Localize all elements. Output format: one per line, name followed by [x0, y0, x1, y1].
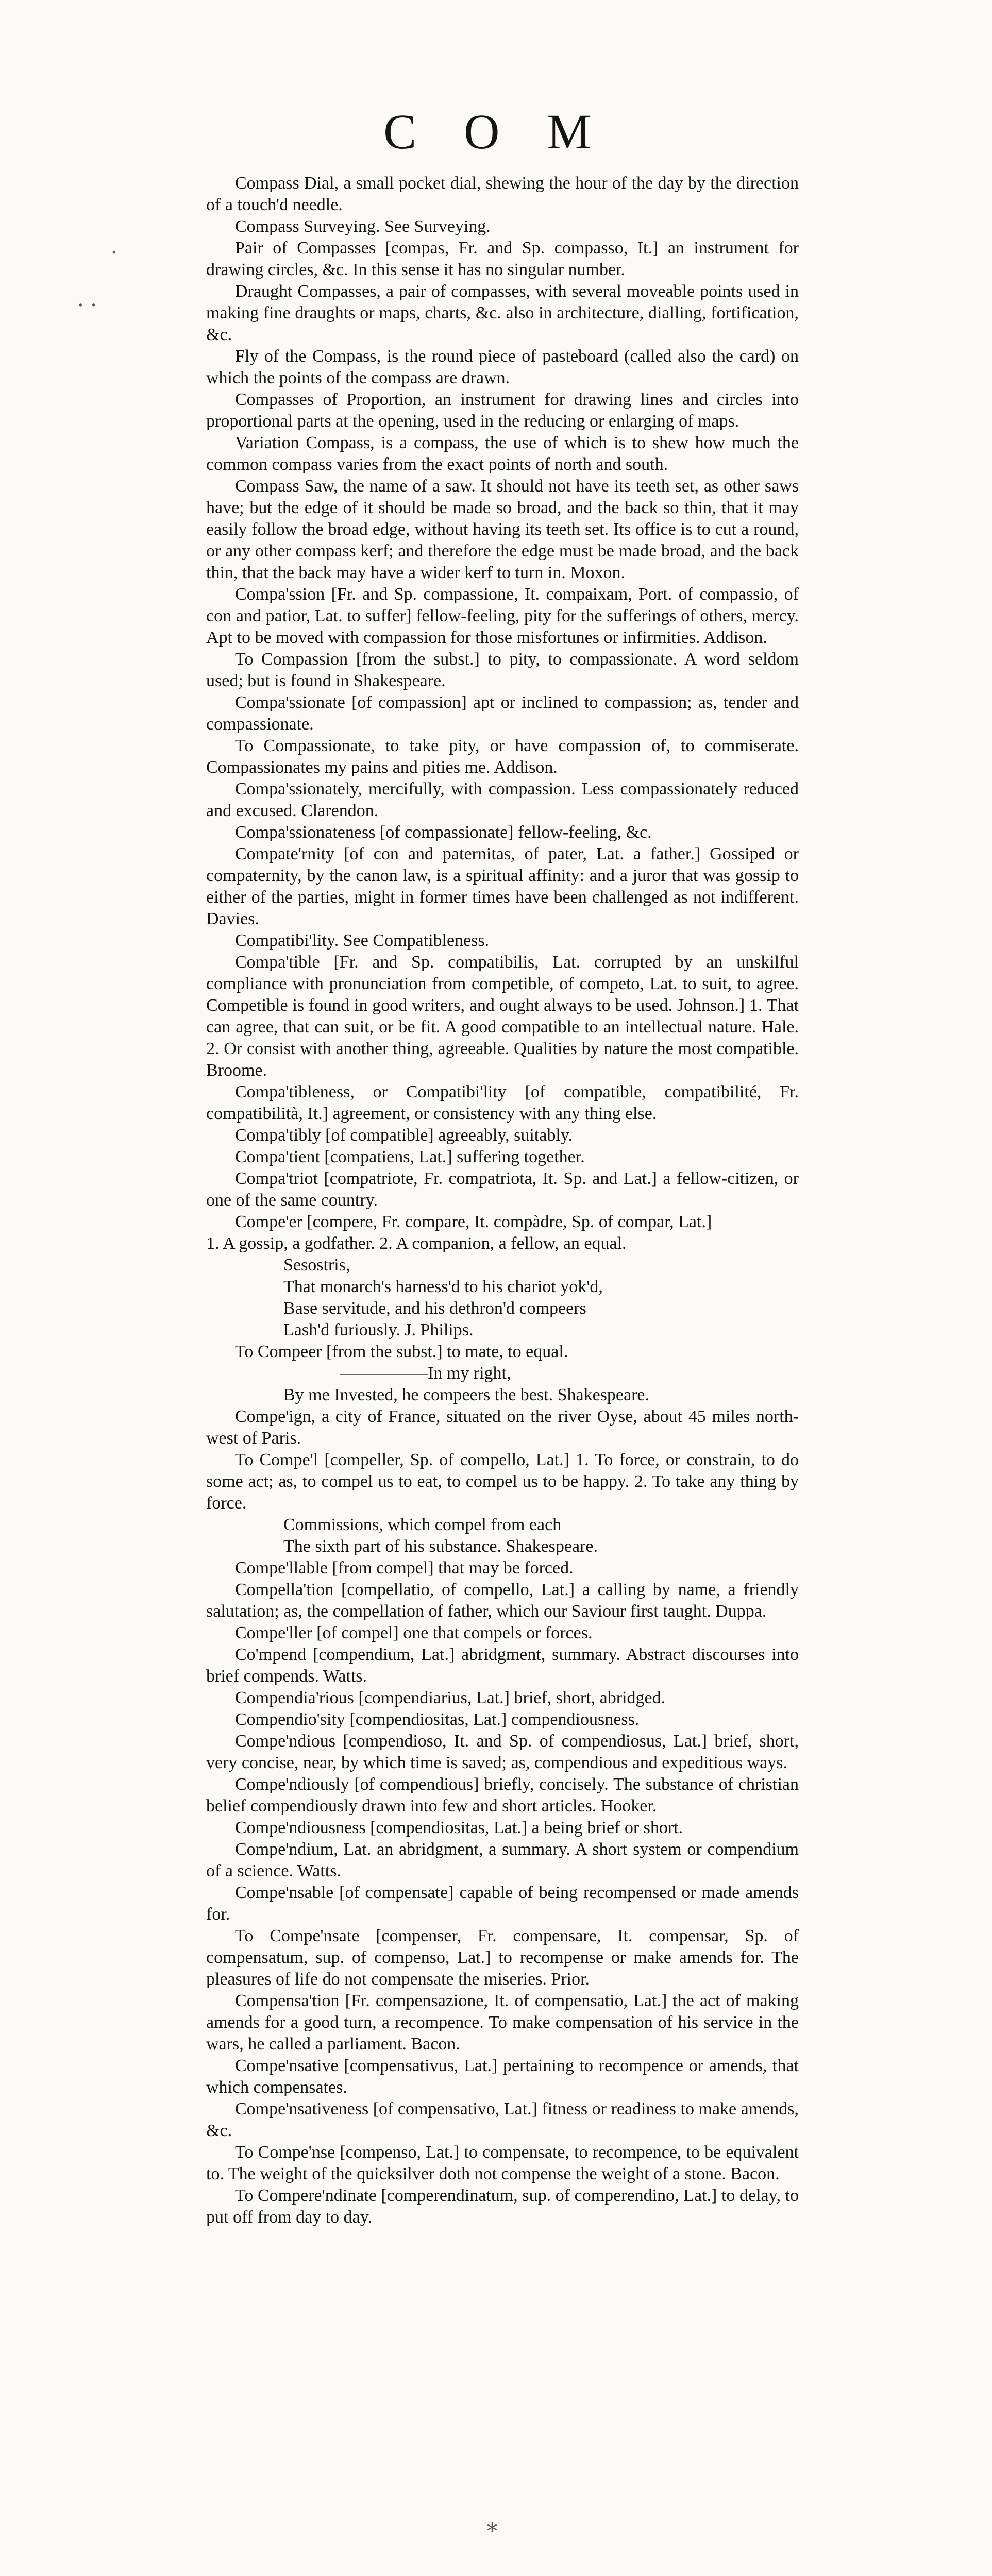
page-header: C O M [383, 104, 609, 159]
verse-line: Commissions, which compel from each [283, 1515, 562, 1534]
margin-mark: * [487, 2519, 497, 2543]
entry: Pair of Compasses [compas, Fr. and Sp. compasso, It.] an instrument for drawing circles, &c. In this sense it has no singular number. [206, 239, 799, 279]
verse-line: By me Invested, he compeers the best. Shakespeare. [283, 1385, 649, 1404]
entry: Co'mpend [compendium, Lat.] abridgment, summary. Abstract discourses into brief compends. Watts. [206, 1645, 799, 1686]
entry: Compe'ller [of compel] one that compels or forces. [235, 1623, 593, 1642]
entry: To Compassionate, to take pity, or have compassion of, to commiserate. Compassionates my pains and pities me. Addison. [206, 736, 799, 777]
verse-line: —————In my right, [340, 1364, 511, 1383]
entry: To Compassion [from the subst.] to pity, to compassionate. A word seldom used; but is found in Shakespeare. [206, 650, 799, 690]
margin-mark: · · [77, 294, 97, 317]
entry: To Compe'nse [compenso, Lat.] to compensate, to recompence, to be equivalent to. The weight of the quicksilver doth not compense the weight of a stone. Bacon. [206, 2143, 799, 2183]
entry: Compendia'rious [compendiarius, Lat.] brief, short, abridged. [235, 1688, 666, 1707]
entry: Compe'er [compere, Fr. compare, It. compàdre, Sp. of compar, Lat.] [235, 1212, 712, 1231]
entry: Compass Surveying. See Surveying. [235, 217, 491, 236]
entry: Compass Saw, the name of a saw. It should not have its teeth set, as other saws have; but the edge of it should be made so broad, and the back so thin, that it may easily follow the broad edge, without having its teeth set. Its office is to cut a round, or any other compass kerf; and therefore the edge must be made broad, and the back thin, that the back may have a wider kerf to turn in. Moxon. [206, 477, 799, 582]
entry: Compe'ndious [compendioso, It. and Sp. of compendiosus, Lat.] brief, short, very concise, near, by which time is saved; as, compendious and expeditious ways. [206, 1732, 799, 1772]
entry: Compasses of Proportion, an instrument for drawing lines and circles into proportional parts at the opening, used in the reducing or enlarging of maps. [206, 390, 799, 431]
entry: Compensa'tion [Fr. compensazione, It. of compensatio, Lat.] the act of making amends for a good turn, a recompence. To make compensation of his service in the wars, he called a parliament. Bacon. [206, 1991, 799, 2054]
entry: Compa'tibly [of compatible] agreeably, suitably. [235, 1126, 573, 1145]
entry: To Compeer [from the subst.] to mate, to equal. [235, 1342, 568, 1361]
entry: Compe'nsative [compensativus, Lat.] pertaining to recompence or amends, that which compensates. [206, 2056, 799, 2097]
entry: Compa'tient [compatiens, Lat.] suffering together. [235, 1147, 585, 1166]
margin-mark: · [111, 241, 117, 265]
entry: Compa'tibleness, or Compatibi'lity [of compatible, compatibilité, Fr. compatibilità, It.] agreement, or consistency with any thing else. [206, 1082, 799, 1123]
entry: Compa'ssionateness [of compassionate] fellow-feeling, &c. [235, 823, 652, 842]
entry: Compass Dial, a small pocket dial, shewing the hour of the day by the direction of a touch'd needle. [206, 174, 799, 214]
entry: To Compe'l [compeller, Sp. of compello, Lat.] 1. To force, or constrain, to do some act; as, to compel us to eat, to compel us to be happy. 2. To take any thing by force. [206, 1450, 799, 1513]
entry: Variation Compass, is a compass, the use of which is to shew how much the common compass varies from the exact points of north and south. [206, 433, 799, 474]
entry: Compa'triot [compatriote, Fr. compatriota, It. Sp. and Lat.] a fellow-citizen, or one of the same country. [206, 1169, 799, 1210]
verse-line: That monarch's harness'd to his chariot yok'd, [283, 1277, 603, 1296]
verse-line: Base servitude, and his dethron'd compeers [283, 1299, 586, 1318]
entry: Compe'llable [from compel] that may be forced. [235, 1558, 574, 1578]
entry: Compa'ssion [Fr. and Sp. compassione, It. compaixam, Port. of compassio, of con and patior, Lat. to suffer] fellow-feeling, pity for the sufferings of others, mercy. Apt to be moved with compassion for those misfortunes or infirmities. Addison. [206, 585, 799, 647]
entry: Compa'ssionate [of compassion] apt or inclined to compassion; as, tender and compassionate. [206, 693, 799, 734]
entry: Compendio'sity [compendiositas, Lat.] compendiousness. [235, 1710, 640, 1729]
entry: To Compe'nsate [compenser, Fr. compensare, It. compensar, Sp. of compensatum, sup. of compenso, Lat.] to recompense or make amends for. The pleasures of life do not compensate the miseries. Prior. [206, 1926, 799, 1989]
entry: Compa'ssionately, mercifully, with compassion. Less compassionately reduced and excused. Clarendon. [206, 779, 799, 820]
entry: Compe'nsable [of compensate] capable of being recompensed or made amends for. [206, 1883, 799, 1924]
dictionary-column [206, 173, 799, 2228]
entry: Compe'ndiously [of compendious] briefly, concisely. The substance of christian belief compendiously drawn into few and short articles. Hooker. [206, 1775, 799, 1816]
entry-senses: 1. A gossip, a godfather. 2. A companion, a fellow, an equal. [206, 1234, 627, 1253]
entry: Draught Compasses, a pair of compasses, with several moveable points used in making fine draughts or maps, charts, &c. also in architecture, dialling, fortification, &c. [206, 282, 799, 344]
verse-line: The sixth part of his substance. Shakespeare. [283, 1537, 598, 1556]
verse-line: Sesostris, [283, 1256, 350, 1275]
entry: To Compere'ndinate [comperendinatum, sup. of comperendino, Lat.] to delay, to put off from day to day. [206, 2186, 799, 2227]
entry: Compe'ign, a city of France, situated on the river Oyse, about 45 miles north-west of Paris. [206, 1407, 799, 1448]
entry: Compate'rnity [of con and paternitas, of pater, Lat. a father.] Gossiped or compaternity, by the canon law, is a spiritual affinity: and a juror that was gossip to either of the parties, might in former times have been challenged as not indifferent. Davies. [206, 844, 799, 928]
entry: Compella'tion [compellatio, of compello, Lat.] a calling by name, a friendly salutation; as, the compellation of father, which our Saviour first taught. Duppa. [206, 1580, 799, 1621]
entry: Compe'ndiousness [compendiositas, Lat.] a being brief or short. [235, 1818, 683, 1837]
entry: Fly of the Compass, is the round piece of pasteboard (called also the card) on which the points of the compass are drawn. [206, 347, 799, 387]
entry: Compa'tible [Fr. and Sp. compatibilis, Lat. corrupted by an unskilful compliance with pronunciation from competible, of competo, Lat. to suit, to agree. Competible is found in good writers, and ought always to be used. Johnson.] 1. That can agree, that can suit, or be fit. A good compatible to an intellectual nature. Hale. 2. Or consist with another thing, agreeable. Qualities by nature the most compatible. Broome. [206, 953, 799, 1080]
entry: Compe'ndium, Lat. an abridgment, a summary. A short system or compendium of a science. Watts. [206, 1840, 799, 1880]
entry: Compatibi'lity. See Compatibleness. [235, 931, 490, 950]
entry: Compe'nsativeness [of compensativo, Lat.] fitness or readiness to make amends, &c. [206, 2099, 799, 2140]
verse-line: Lash'd furiously. J. Philips. [283, 1320, 474, 1340]
